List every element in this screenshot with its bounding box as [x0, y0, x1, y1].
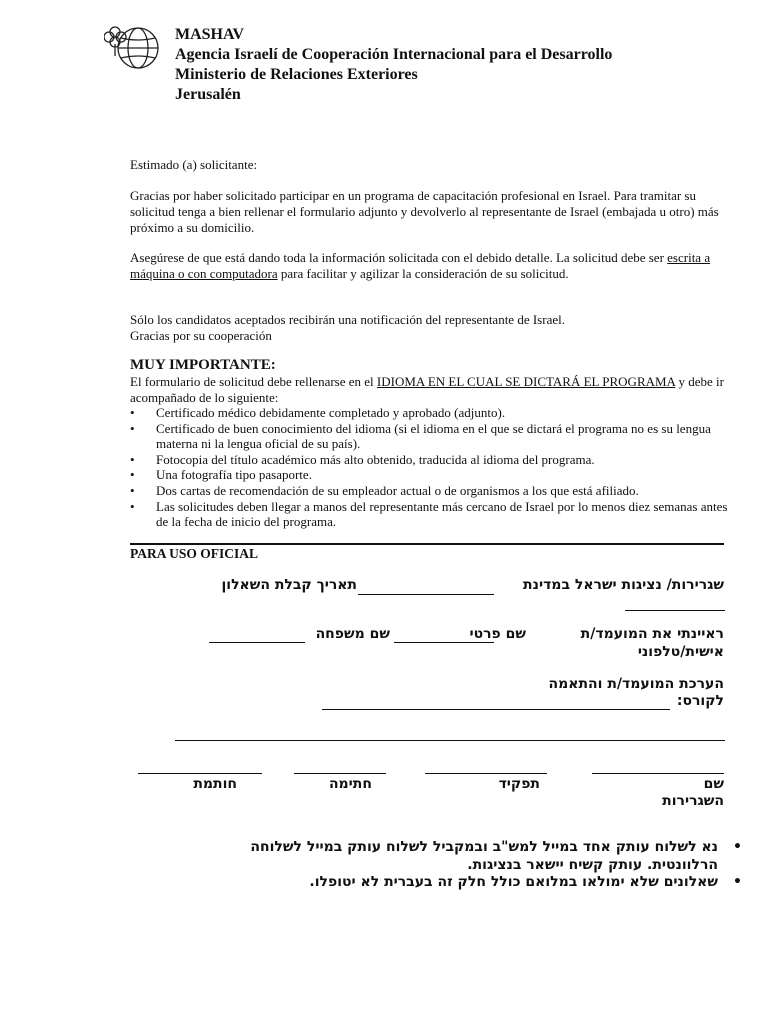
list-item: [130, 499, 730, 530]
agency-name: Agencia Israelí de Cooperación Internacional para el Desarrollo: [175, 46, 613, 63]
note-item: [238, 873, 742, 891]
intro-underlined: IDIOMA EN EL CUAL SE DICTARÁ EL PROGRAMA: [376, 374, 676, 389]
p2-text-before: Asegúrese de que está dando toda la información solicitada con el debido detalle. La solicitud debe ser: [130, 250, 668, 265]
embassy-country-field[interactable]: [625, 596, 725, 611]
received-date-label: תאריך קבלת השאלון: [221, 577, 357, 593]
embassy-label: שגרירות/ נציגות ישראל במדינת: [523, 577, 724, 593]
section-divider: [130, 543, 724, 545]
assessment-field-line-2[interactable]: [175, 740, 725, 741]
letter-paragraph-1: Gracias por haber solicitado participar en un programa de capacitación profesional en Israel. Para tramitar su solicitud tenga a bien rellenar el formulario adjunto y devolverlo al representante de Israel (embajada u otro) más próximo a su domicilio.: [130, 188, 719, 235]
sig-role-field[interactable]: [425, 773, 547, 774]
city-name: Jerusalén: [175, 86, 241, 103]
list-item-text: Certificado de buen conocimiento del idioma (si el idioma en el que se dictará el programa no es su lengua materna ni la lengua oficial de su país).: [156, 420, 711, 452]
org-name: MASHAV: [175, 26, 245, 43]
bullet-icon: •: [130, 420, 135, 436]
assessment-field[interactable]: [322, 696, 670, 710]
important-heading: MUY IMPORTANTE:: [130, 357, 276, 373]
sig-role-label: תפקיד: [498, 776, 540, 792]
list-item: [130, 405, 730, 421]
bullet-icon: •: [130, 405, 135, 420]
p3-line-2: Gracias por su cooperación: [130, 327, 272, 343]
first-name-label: שם פרטי: [469, 626, 526, 642]
last-name-field[interactable]: [209, 628, 305, 643]
sig-name-field[interactable]: [592, 773, 724, 774]
letter-paragraph-3: [130, 312, 730, 344]
sig-name-label: שם: [703, 776, 724, 792]
note-text: שאלונים שלא ימולאו במלואם כולל חלק זה בעברית לא יטופלו.: [309, 874, 718, 890]
list-item-text: Las solicitudes deben llegar a manos del representante más cercano de Israel por lo menos diez semanas antes de la fecha de inicio del programa.: [156, 498, 728, 530]
bullet-icon: •: [130, 498, 135, 514]
requirements-list: [130, 405, 730, 530]
note-text: נא לשלוח עותק אחד במייל למש"ב ובמקביל לשלוח עותק במייל לשלוחה הרלוונטית. עותק קשיח יישאר בנציגות.: [250, 839, 718, 873]
list-item: [130, 467, 730, 483]
list-item-text: Una fotografía tipo pasaporte.: [156, 467, 312, 483]
note-item: [238, 838, 742, 874]
sig-stamp-label: חותמת: [193, 776, 237, 792]
intro-after: y debe ir acompañado de lo siguiente:: [130, 374, 724, 405]
sig-signature-field[interactable]: [294, 773, 386, 774]
list-item-text: Certificado médico debidamente completado y aprobado (adjunto).: [156, 405, 506, 420]
p2-underlined: escrita a máquina o con computadora: [130, 250, 711, 281]
letter-paragraph-2: [130, 250, 730, 282]
p2-text-after: para facilitar y agilizar la consideración de su solicitud.: [277, 265, 569, 281]
list-item-text: Dos cartas de recomendación de su empleador actual o de organismos a los que está afiliado.: [156, 482, 639, 498]
sig-stamp-field[interactable]: [138, 773, 262, 774]
official-use-title: PARA USO OFICIAL: [130, 546, 259, 561]
last-name-label: שם משפחה: [315, 626, 390, 642]
personal-phone-label: אישית/טלפוני: [637, 644, 724, 660]
sig-embassy-label: השגרירות: [662, 793, 724, 809]
p3-line-1: Sólo los candidatos aceptados recibirán una notificación del representante de Israel.: [130, 312, 565, 327]
mashav-logo: [104, 22, 160, 72]
course-label: לקורס:: [676, 693, 724, 709]
bullet-icon: •: [130, 467, 135, 483]
assessment-label: הערכת המועמד/ת והתאמה: [548, 676, 724, 692]
list-item: [130, 452, 730, 468]
ministry-name: Ministerio de Relaciones Exteriores: [175, 66, 418, 83]
list-item-text: Fotocopia del título académico más alto obtenido, traducida al idioma del programa.: [156, 451, 595, 467]
intro-before: El formulario de solicitud debe rellenarse en el: [130, 374, 377, 389]
list-item: [130, 421, 730, 452]
greeting: Estimado (a) solicitante:: [130, 157, 258, 172]
sig-signature-label: חתימה: [328, 776, 372, 792]
list-item: [130, 483, 730, 499]
bullet-icon: •: [733, 839, 742, 855]
bullet-icon: •: [130, 482, 135, 498]
bullet-icon: •: [130, 451, 135, 467]
important-intro: [130, 374, 730, 406]
bullet-icon: •: [733, 874, 742, 890]
received-date-field[interactable]: [358, 580, 494, 595]
interviewed-label: ראיינתי את המועמד/ת: [580, 626, 724, 642]
